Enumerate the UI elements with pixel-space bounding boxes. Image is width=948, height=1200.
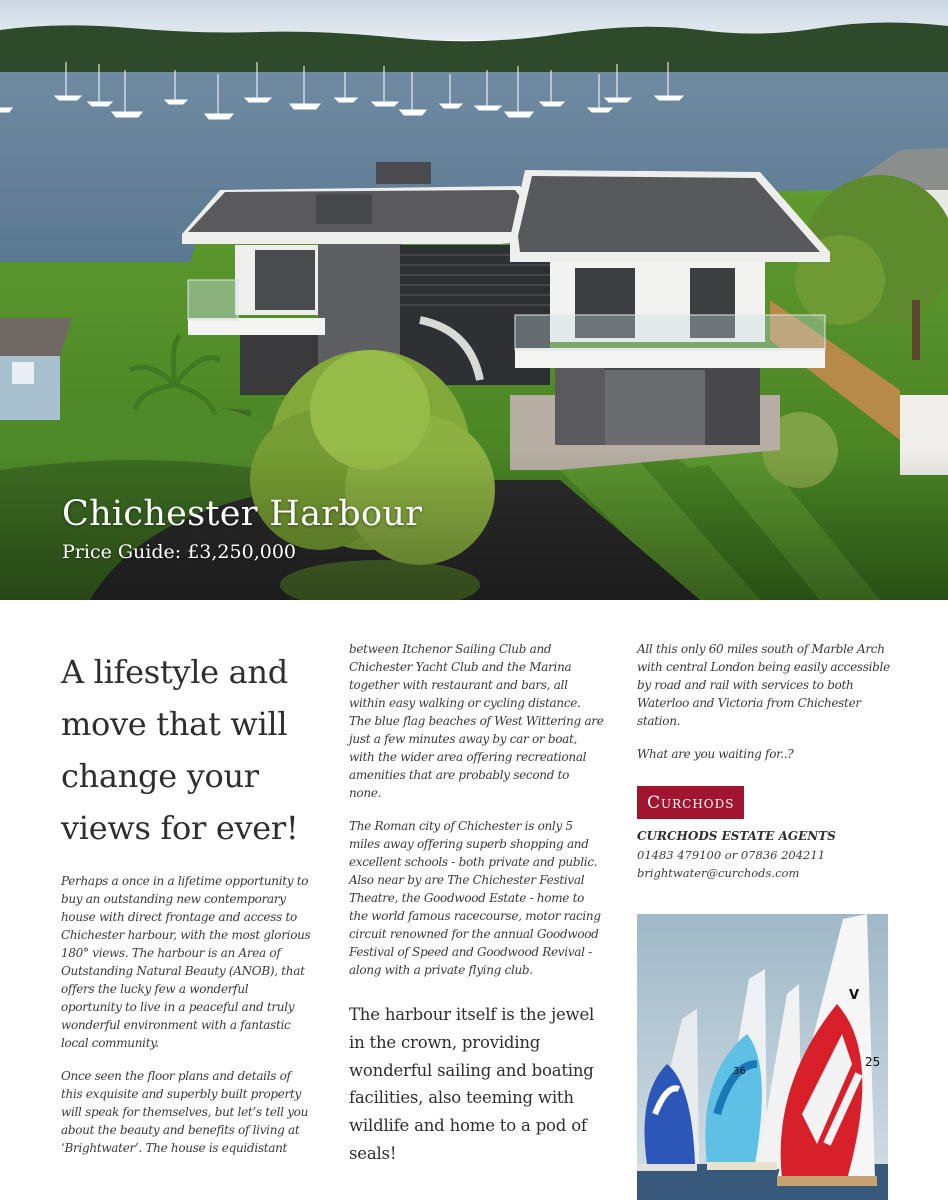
sail-letter: V <box>849 988 860 1003</box>
pull-quote: The harbour itself is the jewel in the crown, providing wonderful sailing and boating facilities, also teeming with wildlife and home to a pod of seals! <box>349 1005 595 1163</box>
agent-email: brightwater@curchods.com <box>637 866 800 880</box>
sail-number: 36 <box>733 1066 746 1077</box>
headline: A lifestyle and move that will change your views for ever! <box>61 653 299 847</box>
agent-phone: 01483 479100 or 07836 204211 <box>637 848 826 862</box>
sailboats-illustration <box>637 914 888 1200</box>
sail-number-red: 25 <box>865 1055 881 1069</box>
column-3 <box>637 640 897 882</box>
price-guide: Price Guide: £3,250,000 <box>62 541 296 563</box>
hero-title: Chichester Harbour <box>62 494 423 534</box>
closing-question: What are you waiting for..? <box>637 747 794 761</box>
body-paragraph: between Itchenor Sailing Club and Chichester Yacht Club and the Marina together with restaurant and bars, all within easy walking or cycling distance. The blue flag beaches of West Wittering are just a few minutes away by car or boat, with the wider area offering recreational amenities that are probably second to none. <box>349 642 604 800</box>
body-paragraph: Once seen the floor plans and details of this exquisite and superbly built property will speak for themselves, but let’s tell you about the beauty and benefits of living at ‘Brightwater’. The house is equidistant <box>61 1069 309 1155</box>
intro-paragraph: Perhaps a once in a lifetime opportunity to buy an outstanding new contemporary house with direct frontage and access to Chichester harbour, with the most glorious 180° views. The harbour is an Area of Outstanding Natural Beauty (ANOB), that offers the lucky few a wonderful oportunity to live in a peaceful and truly wonderful environment with a fantastic local community. <box>61 874 311 1050</box>
body-paragraph: The Roman city of Chichester is only 5 miles away offering superb shopping and excellent schools - both private and public. Also near by are The Chichester Festival Theatre, the Goodwood Estate - home to the world famous racecourse, motor racing circuit renowned for the annual Goodwood Festival of Speed and Goodwood Revival - along with a private flying club. <box>349 819 601 977</box>
column-2 <box>349 640 604 1168</box>
sailing-photo <box>637 914 888 1200</box>
body-paragraph: All this only 60 miles south of Marble Arch with central London being easily accessible by road and rail with services to both Waterloo and Victoria from Chichester station. <box>637 642 890 728</box>
curchods-logo: Curchods <box>637 786 744 819</box>
agent-name: CURCHODS ESTATE AGENTS <box>637 829 836 843</box>
column-1 <box>61 640 311 1172</box>
